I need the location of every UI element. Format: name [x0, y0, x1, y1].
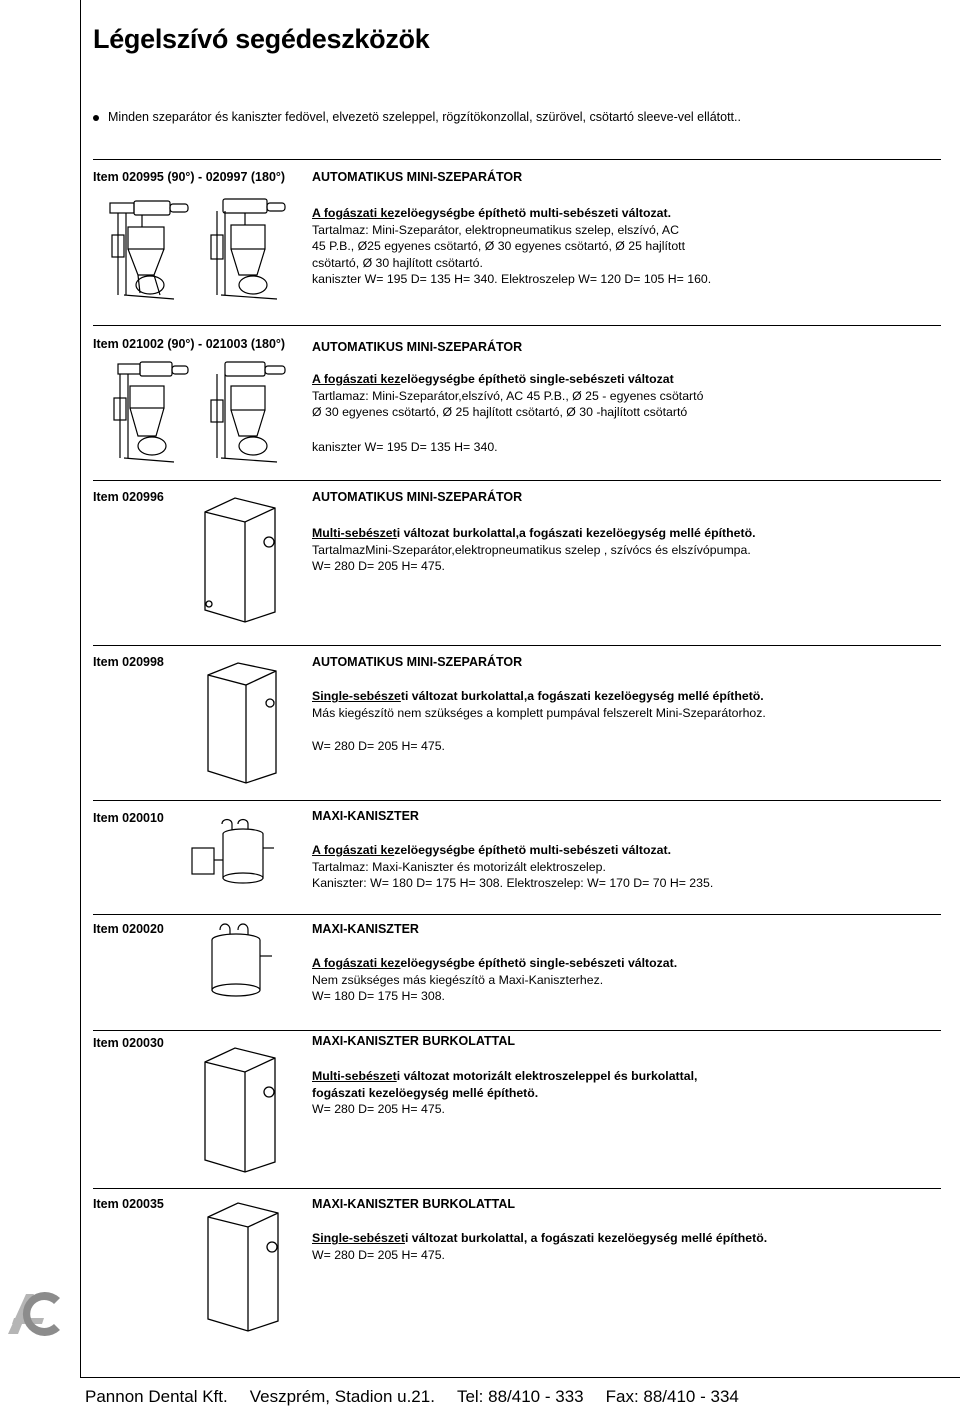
- item-description: [312, 205, 711, 288]
- item-id: Item 020010: [93, 811, 164, 825]
- item-heading: MAXI-KANISZTER BURKOLATTAL: [312, 1197, 515, 1211]
- item-id: Item 020996: [93, 490, 164, 504]
- desc-line: 45 P.B., Ø25 egyenes csötartó, Ø 30 egyenes csötartó, Ø 25 hajlított: [312, 239, 686, 253]
- canister-illustration: [188, 818, 288, 898]
- item-description: [312, 1230, 767, 1263]
- section-divider: [93, 159, 941, 160]
- desc-line: A fogászati kezelöegységbe építhetö multi-sebészeti változat.: [312, 843, 671, 857]
- intro-bullet: [93, 110, 741, 124]
- section-divider: [93, 480, 941, 481]
- item-heading: MAXI-KANISZTER: [312, 922, 419, 936]
- desc-line: A fogászati kezelöegységbe építhetö single-sebészeti változat: [312, 372, 674, 386]
- item-heading: MAXI-KANISZTER: [312, 809, 419, 823]
- section-divider: [93, 1030, 941, 1031]
- item-id: Item 020030: [93, 1036, 164, 1050]
- section-divider: [93, 800, 941, 801]
- desc-line: Kaniszter: W= 180 D= 175 H= 308. Elektroszelep: W= 170 D= 70 H= 235.: [312, 876, 714, 890]
- desc-line: Single-sebészeti változat burkolattal, a fogászati kezelöegység mellé építhetö.: [312, 1231, 768, 1245]
- desc-line: fogászati kezelöegység mellé építhetö.: [312, 1085, 539, 1100]
- desc-line: Tartlamaz: Mini-Szeparátor,elszívó, AC 45 P.B., Ø 25 - egyenes csötartó: [312, 388, 704, 403]
- intro-text: Minden szeparátor és kaniszter fedövel, elvezetö szeleppel, rögzítökonzollal, szürövel, csötartó sleeve-vel ellátott..: [108, 110, 741, 124]
- item-id: Item 020998: [93, 655, 164, 669]
- desc-line: Tartalmaz: Maxi-Kaniszter és motorizált elektroszelep.: [312, 859, 606, 874]
- item-description: [312, 371, 703, 455]
- separator-device-illustration: [205, 195, 297, 305]
- company-logo: [4, 1288, 68, 1340]
- page-title: Légelszívó segédeszközök: [93, 24, 430, 54]
- desc-line: Nem zsükséges más kiegészítö a Maxi-Kaniszterhez.: [312, 972, 604, 987]
- desc-line: W= 280 D= 205 H= 475.: [312, 1247, 445, 1262]
- desc-line: W= 280 D= 205 H= 475.: [312, 739, 445, 753]
- desc-line: csötartó, Ø 30 hajlított csötartó.: [312, 255, 483, 270]
- separator-device-illustration: [205, 358, 297, 468]
- desc-line: Multi-sebészeti változat motorizált elektroszeleppel és burkolattal,: [312, 1069, 698, 1083]
- item-id: Item 020035: [93, 1197, 164, 1211]
- desc-line: Tartalmaz: Mini-Szeparátor, elektropneumatikus szelep, elszívó, AC: [312, 222, 680, 237]
- cabinet-unit-illustration: [198, 1195, 288, 1335]
- separator-device-illustration: [104, 358, 196, 468]
- footer-fax: Fax: 88/410 - 334: [605, 1387, 739, 1406]
- section-divider: [93, 325, 941, 326]
- footer-address: Veszprém, Stadion u.21.: [249, 1387, 435, 1406]
- item-heading: MAXI-KANISZTER BURKOLATTAL: [312, 1034, 515, 1048]
- section-divider: [93, 914, 941, 915]
- desc-line: Ø 30 egyenes csötartó, Ø 25 hajlított csötartó, Ø 30 -hajlított csötartó: [312, 405, 688, 419]
- item-description: [312, 525, 756, 575]
- cabinet-unit-illustration: [198, 655, 288, 785]
- item-description: [312, 842, 713, 892]
- desc-line: Multi-sebészeti változat burkolattal,a fogászati kezelöegység mellé építhetö.: [312, 526, 756, 540]
- cabinet-unit-illustration: [195, 490, 285, 625]
- desc-line: A fogászati kezelöegységbe építhetö single-sebészeti változat.: [312, 956, 678, 970]
- desc-line: W= 280 D= 205 H= 475.: [312, 559, 445, 573]
- desc-line: Single-sebészeti változat burkolattal,a fogászati kezelöegység mellé építhetö.: [312, 689, 764, 703]
- item-id: Item 020995 (90°) - 020997 (180°): [93, 170, 286, 184]
- item-heading: AUTOMATIKUS MINI-SZEPARÁTOR: [312, 490, 523, 504]
- desc-line: W= 180 D= 175 H= 308.: [312, 989, 445, 1003]
- desc-line: W= 280 D= 205 H= 475.: [312, 1102, 445, 1116]
- item-id: Item 020020: [93, 922, 164, 936]
- item-description: [312, 955, 677, 1005]
- footer: [85, 1387, 761, 1407]
- desc-line: kaniszter W= 195 D= 135 H= 340. Elektroszelep W= 120 D= 105 H= 160.: [312, 272, 712, 286]
- desc-line: TartalmazMini-Szeparátor,elektropneumatikus szelep , szívócs és elszívópumpa.: [312, 542, 751, 557]
- separator-device-illustration: [104, 195, 196, 305]
- section-divider: [93, 1188, 941, 1189]
- desc-line: Más kiegészítö nem szükséges a komplett pumpával felszerelt Mini-Szeparátorhoz.: [312, 705, 766, 720]
- item-heading: AUTOMATIKUS MINI-SZEPARÁTOR: [312, 170, 523, 184]
- canister-illustration: [198, 920, 278, 1010]
- bullet-dot-icon: [93, 115, 99, 121]
- item-description: [312, 688, 766, 755]
- item-heading: AUTOMATIKUS MINI-SZEPARÁTOR: [312, 655, 523, 669]
- cabinet-unit-illustration: [195, 1040, 285, 1175]
- desc-line: A fogászati kezelöegységbe építhetö multi-sebészeti változat.: [312, 206, 671, 220]
- item-id: Item 021002 (90°) - 021003 (180°): [93, 337, 286, 351]
- footer-tel: Tel: 88/410 - 333: [456, 1387, 584, 1406]
- section-divider: [93, 645, 941, 646]
- desc-line: kaniszter W= 195 D= 135 H= 340.: [312, 439, 498, 454]
- footer-company: Pannon Dental Kft.: [85, 1387, 228, 1406]
- item-heading: AUTOMATIKUS MINI-SZEPARÁTOR: [312, 340, 523, 354]
- item-description: [312, 1068, 697, 1118]
